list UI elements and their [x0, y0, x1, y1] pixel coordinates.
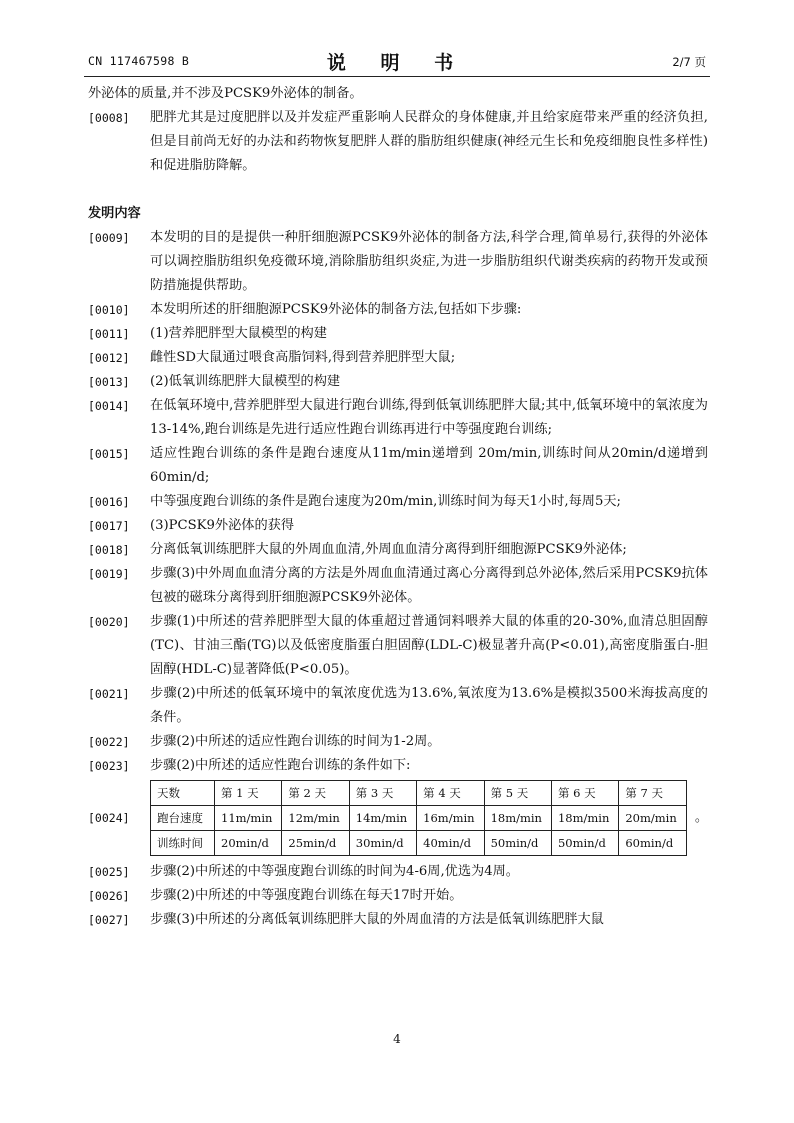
table-cell: 第 4 天: [417, 781, 484, 806]
paragraph-text: 步骤(3)中外周血血清分离的方法是外周血血清通过离心分离得到总外泌体,然后采用PCSK9抗体包被的磁珠分离得到肝细胞源PCSK9外泌体。: [150, 566, 708, 605]
paragraph: [88, 562, 708, 610]
paragraph-text: 步骤(2)中所述的中等强度跑台训练在每天17时开始。: [150, 888, 463, 903]
page-reference: 2/7 页: [672, 55, 706, 69]
paragraph: [88, 490, 708, 514]
paragraph: [88, 730, 708, 754]
table-row: [151, 781, 687, 806]
paragraph-number: [0010]: [88, 303, 130, 317]
paragraph-number: [0012]: [88, 351, 130, 365]
paragraph: [88, 106, 708, 178]
paragraph: [88, 82, 708, 106]
paragraph-number: [0026]: [88, 889, 130, 903]
paragraph-text: 在低氧环境中,营养肥胖型大鼠进行跑台训练,得到低氧训练肥胖大鼠;其中,低氧环境中的氧浓度为13-14%,跑台训练是先进行适应性跑台训练再进行中等强度跑台训练;: [150, 398, 708, 437]
table-trailing-mark: 。: [694, 810, 708, 825]
paragraph-number: [0021]: [88, 687, 130, 701]
paragraph: [88, 346, 708, 370]
paragraph: [88, 514, 708, 538]
header-divider: [84, 76, 710, 77]
paragraph: [88, 322, 708, 346]
paragraph: [88, 754, 708, 778]
paragraph-text: (2)低氧训练肥胖大鼠模型的构建: [150, 374, 341, 389]
paragraph-number: [0008]: [88, 111, 130, 125]
paragraph-text: (3)PCSK9外泌体的获得: [150, 518, 295, 533]
table-cell: 第 6 天: [551, 781, 618, 806]
table-cell: 第 7 天: [619, 781, 686, 806]
paragraph-number: [0009]: [88, 231, 130, 245]
paragraph: [88, 226, 708, 298]
paragraph-text: 步骤(2)中所述的中等强度跑台训练的时间为4-6周,优选为4周。: [150, 864, 519, 879]
table-cell: 25min/d: [282, 831, 349, 856]
table-paragraph: [88, 780, 708, 856]
paragraph-number: [0022]: [88, 735, 130, 749]
table-cell: 18m/min: [551, 806, 618, 831]
paragraph-number: [0027]: [88, 913, 130, 927]
paragraph-text: 本发明的目的是提供一种肝细胞源PCSK9外泌体的制备方法,科学合理,简单易行,获得的外泌体可以调控脂肪组织免疫微环境,消除脂肪组织炎症,为进一步脂肪组织代谢类疾病的药物开发或预防措施提供帮助。: [150, 230, 708, 293]
paragraph: [88, 610, 708, 682]
paragraph: [88, 298, 708, 322]
row-header-cell: 跑台速度: [151, 806, 215, 831]
paragraph: [88, 370, 708, 394]
main-paragraphs: [88, 226, 708, 778]
table-cell: 14m/min: [349, 806, 416, 831]
paragraph-text: 肥胖尤其是过度肥胖以及并发症严重影响人民群众的身体健康,并且给家庭带来严重的经济负担,但是目前尚无好的办法和药物恢复肥胖人群的脂肪组织健康(神经元生长和免疫细胞良性多样性)和促进脂肪降解。: [150, 110, 708, 173]
paragraph-text: 外泌体的质量,并不涉及PCSK9外泌体的制备。: [88, 86, 363, 101]
paragraph: [88, 884, 708, 908]
page-number: 4: [393, 1032, 401, 1046]
paragraph-text: 中等强度跑台训练的条件是跑台速度为20m/min,训练时间为每天1小时,每周5天;: [150, 494, 621, 509]
paragraph-text: (1)营养肥胖型大鼠模型的构建: [150, 326, 327, 341]
table-cell: 30min/d: [349, 831, 416, 856]
page-header: [88, 48, 706, 72]
paragraph-text: 雌性SD大鼠通过喂食高脂饲料,得到营养肥胖型大鼠;: [150, 350, 456, 365]
paragraph-text: 分离低氧训练肥胖大鼠的外周血血清,外周血血清分离得到肝细胞源PCSK9外泌体;: [150, 542, 627, 557]
table-cell: 50min/d: [484, 831, 551, 856]
table-cell: 12m/min: [282, 806, 349, 831]
paragraph-number: [0024]: [88, 811, 130, 825]
table-cell: 11m/min: [215, 806, 282, 831]
table-cell: 20m/min: [619, 806, 686, 831]
paragraph-number: [0017]: [88, 519, 130, 533]
table-row: [151, 806, 687, 831]
top-paragraphs: [88, 82, 708, 178]
paragraph-number: [0018]: [88, 543, 130, 557]
paragraph-number: [0020]: [88, 615, 130, 629]
table-cell: 40min/d: [417, 831, 484, 856]
paragraph: [88, 394, 708, 442]
paragraph: [88, 682, 708, 730]
table-cell: 16m/min: [417, 806, 484, 831]
row-header-cell: 天数: [151, 781, 215, 806]
table-cell: 第 2 天: [282, 781, 349, 806]
table-cell: 50min/d: [551, 831, 618, 856]
paragraph-number: [0023]: [88, 759, 130, 773]
paragraph-number: [0015]: [88, 447, 130, 461]
paragraph: [88, 538, 708, 562]
patent-number: CN 117467598 B: [88, 54, 190, 68]
table-cell: 60min/d: [619, 831, 686, 856]
paragraph-text: 步骤(3)中所述的分离低氧训练肥胖大鼠的外周血清的方法是低氧训练肥胖大鼠: [150, 912, 604, 927]
table-cell: 第 3 天: [349, 781, 416, 806]
paragraph: [88, 442, 708, 490]
table-cell: 第 5 天: [484, 781, 551, 806]
table-row: [151, 831, 687, 856]
paragraph-text: 步骤(1)中所述的营养肥胖型大鼠的体重超过普通饲料喂养大鼠的体重的20-30%,血清总胆固醇(TC)、甘油三酯(TG)以及低密度脂蛋白胆固醇(LDL-C)极显著升高(P<0.01),高密度脂蛋白-胆固醇(HDL-C)显著降低(P<0.05)。: [150, 614, 708, 677]
table-cell: 20min/d: [215, 831, 282, 856]
paragraph-text: 适应性跑台训练的条件是跑台速度从11m/min递增到 20m/min,训练时间从20min/d递增到60min/d;: [150, 446, 708, 485]
paragraph-number: [0019]: [88, 567, 130, 581]
document-body: [88, 82, 708, 932]
paragraph-text: 步骤(2)中所述的适应性跑台训练的时间为1-2周。: [150, 734, 441, 749]
paragraph-number: [0016]: [88, 495, 130, 509]
row-header-cell: 训练时间: [151, 831, 215, 856]
paragraph-number: [0025]: [88, 865, 130, 879]
paragraph-number: [0011]: [88, 327, 130, 341]
paragraph: [88, 860, 708, 884]
document-title: 说 明 书: [326, 52, 468, 74]
paragraph-number: [0013]: [88, 375, 130, 389]
paragraph: [88, 908, 708, 932]
paragraph-text: 本发明所述的肝细胞源PCSK9外泌体的制备方法,包括如下步骤:: [150, 302, 522, 317]
table-cell: 第 1 天: [215, 781, 282, 806]
table-cell: 18m/min: [484, 806, 551, 831]
training-schedule-table: [150, 780, 687, 856]
paragraph-text: 步骤(2)中所述的低氧环境中的氧浓度优选为13.6%,氧浓度为13.6%是模拟3500米海拔高度的条件。: [150, 686, 708, 725]
paragraph-number: [0014]: [88, 399, 130, 413]
section-heading: 发明内容: [88, 206, 141, 221]
bottom-paragraphs: [88, 860, 708, 932]
paragraph-text: 步骤(2)中所述的适应性跑台训练的条件如下:: [150, 758, 411, 773]
